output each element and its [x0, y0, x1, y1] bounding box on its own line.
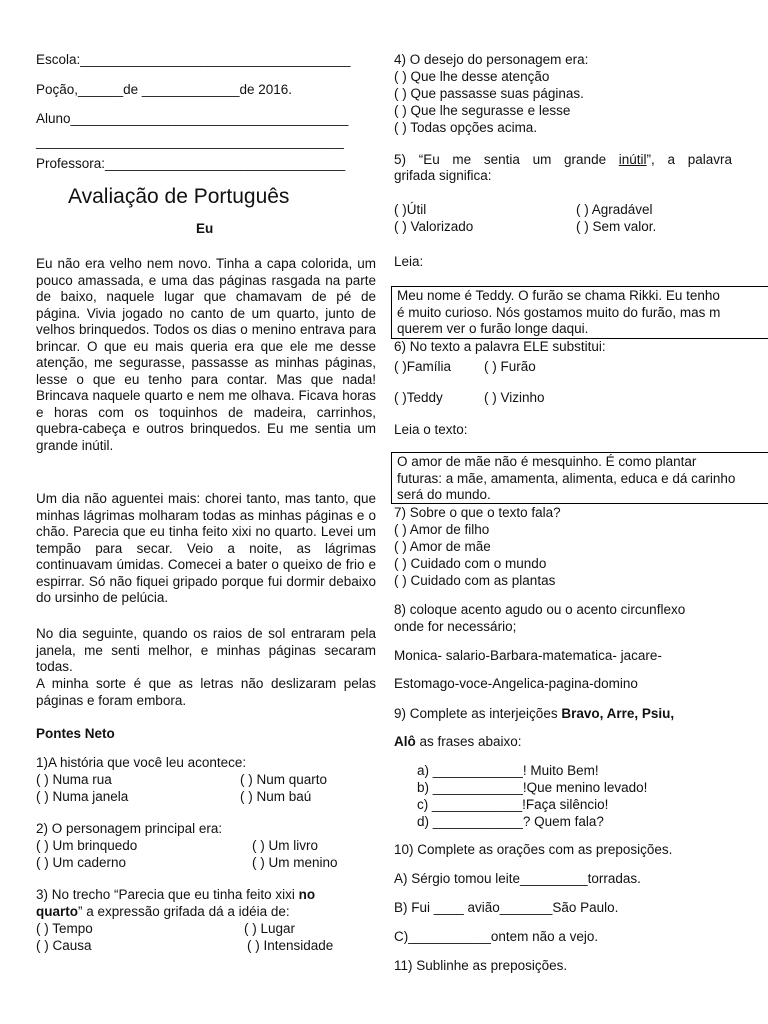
q3-option[interactable]: ( ) Causa: [36, 938, 92, 953]
page-title: Avaliação de Português: [68, 185, 290, 208]
q9-item[interactable]: d) ____________? Quem fala?: [417, 814, 604, 829]
q10-item[interactable]: A) Sérgio tomou leite_________torradas.: [394, 871, 641, 886]
aluno-field: Aluno_____________________________________: [36, 111, 349, 126]
story-paragraph: No dia seguinte, quando os raios de sol entraram pela janela, me senti melhor, e minhas páginas secaram todas.: [36, 626, 376, 674]
q4-option[interactable]: ( ) Que lhe desse atenção: [394, 69, 550, 84]
story-paragraph: A minha sorte é que as letras não deslizaram pelas páginas e foram embora.: [36, 676, 376, 708]
leia-label: Leia:: [394, 254, 424, 269]
date-field: Poção,______de _____________de 2016.: [36, 82, 292, 97]
text-box-line: Meu nome é Teddy. O furão se chama Rikki. Eu tenho: [397, 288, 720, 303]
q9-prompt-bold: Alô: [394, 734, 416, 749]
q9-prompt-bold: Bravo, Arre, Psiu,: [561, 706, 675, 721]
q9-prompt: [394, 706, 674, 723]
text-box-line: O amor de mãe não é mesquinho. É como plantar: [397, 454, 697, 469]
q1-option[interactable]: ( ) Numa janela: [36, 789, 129, 804]
q4-option[interactable]: ( ) Que passasse suas páginas.: [394, 86, 584, 101]
q3-prompt-start: 3) No trecho “Parecia que eu tinha feito xixi: [36, 887, 299, 902]
text-box-teddy: [391, 286, 768, 339]
leia-texto-label: Leia o texto:: [394, 422, 468, 437]
q3-prompt-line2: [36, 904, 290, 921]
q5-prompt-line2: grifada significa:: [394, 168, 492, 183]
q5-option[interactable]: ( ) Valorizado: [394, 219, 474, 234]
q1-prompt: 1)A história que você leu acontece:: [36, 755, 247, 770]
q3-option[interactable]: ( ) Intensidade: [247, 938, 334, 953]
q9-prompt-line2: [394, 734, 522, 751]
q2-option[interactable]: ( ) Um livro: [252, 838, 318, 853]
text-box-line: será do mundo.: [397, 487, 491, 502]
text-box-line: é muito curioso. Nós gostamos muito do furão, mas m: [397, 304, 721, 320]
q5-option[interactable]: ( ) Sem valor.: [576, 219, 657, 234]
text-box-line: futuras: a mãe, amamenta, alimenta, educa e dá carinho: [397, 470, 736, 486]
q2-option[interactable]: ( ) Um caderno: [36, 855, 127, 870]
q10-item[interactable]: B) Fui ____ avião_______São Paulo.: [394, 900, 619, 915]
q9-prompt-rest: as frases abaixo:: [415, 734, 522, 749]
q3-prompt-bold: quarto: [36, 904, 78, 919]
q9-item[interactable]: a) ____________! Muito Bem!: [417, 763, 599, 778]
q2-option[interactable]: ( ) Um brinquedo: [36, 838, 138, 853]
q8-prompt-line2: onde for necessário;: [394, 619, 517, 634]
q1-option[interactable]: ( ) Numa rua: [36, 772, 112, 787]
q2-prompt: 2) O personagem principal era:: [36, 821, 223, 836]
q10-item[interactable]: C)___________ontem não a vejo.: [394, 929, 599, 944]
q7-option[interactable]: ( ) Amor de filho: [394, 522, 490, 537]
q7-option[interactable]: ( ) Amor de mãe: [394, 539, 491, 554]
q6-option[interactable]: ( ) Furão: [484, 359, 536, 374]
q11-prompt: 11) Sublinhe as preposições.: [394, 958, 568, 973]
q6-option[interactable]: ( )Teddy: [394, 390, 443, 405]
escola-field: Escola:____________________________________: [36, 52, 351, 67]
q5-option[interactable]: ( ) Agradável: [576, 202, 653, 217]
q1-option[interactable]: ( ) Num baú: [240, 789, 312, 804]
story-paragraph: Um dia não aguentei mais: chorei tanto, mas tanto, que minhas lágrimas molharam todas as minhas páginas e o chão. Parecia que eu tinha feito xixi no quarto. Levei um tempão para secar. Veio a noite, as lágrimas continuavam úmidas. Comecei a bater o queixo de frio e espirrar. Só não fiquei gripado porque fui dormir debaixo do ursinho de pelúcia.: [36, 491, 376, 605]
text-box-amor: [391, 452, 768, 504]
q5-prompt-underlined: inútil: [618, 152, 647, 167]
story-author: Pontes Neto: [36, 726, 115, 741]
q6-prompt: 6) No texto a palavra ELE substitui:: [394, 339, 606, 354]
q7-option[interactable]: ( ) Cuidado com o mundo: [394, 556, 547, 571]
q10-prompt: 10) Complete as orações com as preposições.: [394, 842, 673, 857]
q4-prompt: 4) O desejo do personagem era:: [394, 52, 589, 67]
professora-field: Professora:________________________________: [36, 156, 346, 171]
q2-option[interactable]: ( ) Um menino: [252, 855, 338, 870]
story-title: Eu: [196, 221, 214, 236]
q8-prompt: 8) coloque acento agudo ou o acento circunflexo: [394, 602, 686, 617]
q3-option[interactable]: ( ) Lugar: [244, 921, 296, 936]
q9-item[interactable]: c) ____________!Faça silêncio!: [417, 797, 609, 812]
q3-prompt: [36, 887, 315, 904]
q4-option[interactable]: ( ) Todas opções acima.: [394, 120, 538, 135]
q4-option[interactable]: ( ) Que lhe segurasse e lesse: [394, 103, 571, 118]
q8-words: Estomago-voce-Angelica-pagina-domino: [394, 676, 638, 691]
text-box-line: querem ver o furão longe daqui.: [397, 321, 589, 336]
q6-option[interactable]: ( ) Vizinho: [484, 390, 545, 405]
q5-option[interactable]: ( )Útil: [394, 202, 427, 217]
q3-prompt-bold: no: [298, 887, 316, 902]
q5-prompt-start: 5) “Eu me sentia um grande: [394, 152, 619, 167]
q5-prompt-end: ”, a palavra: [646, 152, 732, 167]
q1-option[interactable]: ( ) Num quarto: [240, 772, 328, 787]
q7-option[interactable]: ( ) Cuidado com as plantas: [394, 573, 556, 588]
q3-prompt-end: ” a expressão grifada dá a idéia de:: [78, 904, 290, 919]
story-paragraph: Eu não era velho nem novo. Tinha a capa colorida, um pouco amassada, e uma das páginas rasgada na parte de baixo, naquele lugar que chamavam de pé de página. Vivia jogado no canto de um quarto, junto de velhos brinquedos. Todos os dias o menino entrava para brincar. O que eu mais queria era que ele me desse atenção, me segurasse, passasse as minhas páginas, lesse o que eu tenho para contar. Mas que nada! Brincava naquele quarto e nem me olhava. Ficava horas e horas com os toquinhos de madeira, carrinhos, quebra-cabeça e outros brinquedos. Eu me sentia um grande inútil.: [36, 256, 376, 453]
q3-option[interactable]: ( ) Tempo: [36, 921, 93, 936]
q7-prompt: 7) Sobre o que o texto fala?: [394, 505, 561, 520]
q9-prompt-start: 9) Complete as interjeições: [394, 706, 562, 721]
q8-words: Monica- salario-Barbara-matematica- jacare-: [394, 648, 662, 663]
q9-item[interactable]: b) ____________!Que menino levado!: [417, 780, 648, 795]
q5-prompt: [394, 152, 732, 169]
aluno-extra-line: _________________________________________: [36, 134, 344, 149]
q6-option[interactable]: ( )Família: [394, 359, 451, 374]
